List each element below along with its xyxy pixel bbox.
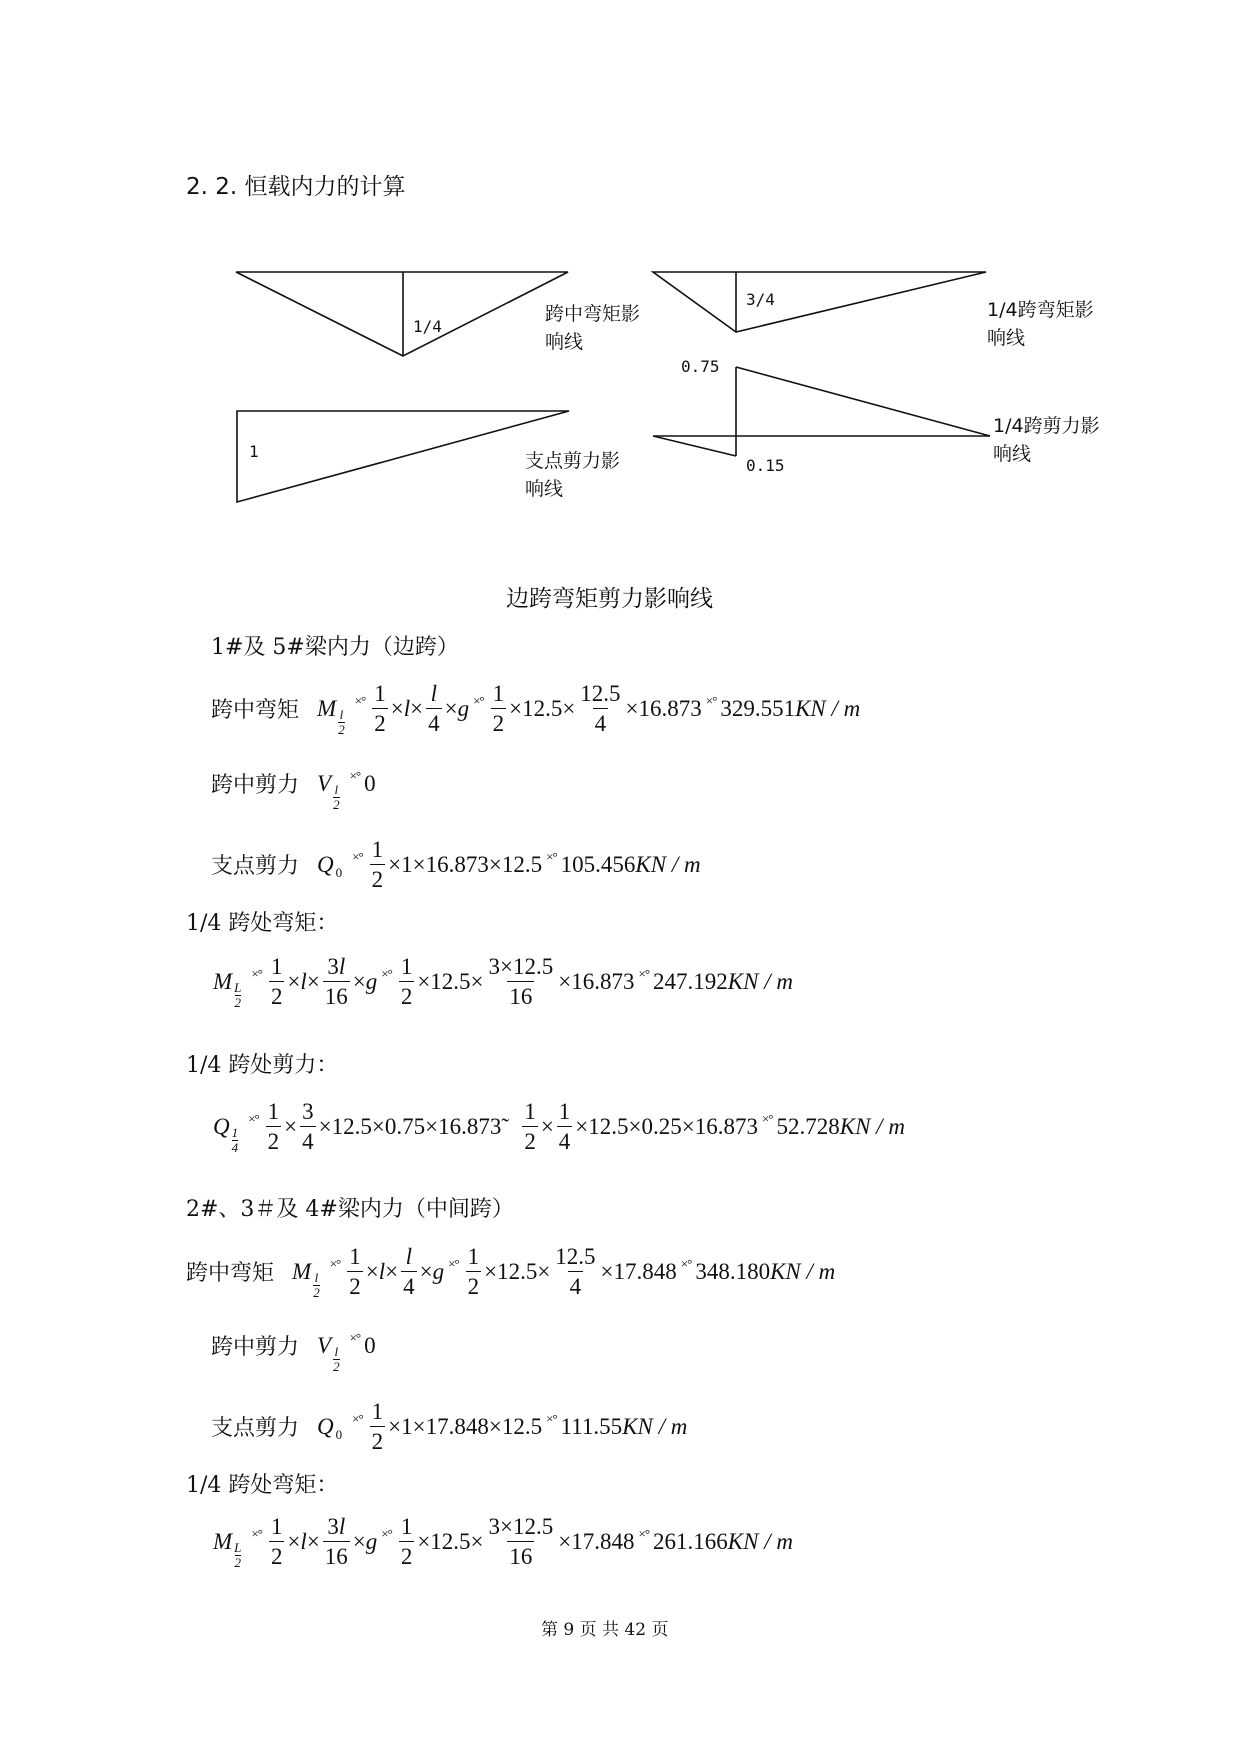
page-footer: 第 9 页 共 42 页 xyxy=(541,1620,669,1640)
side-quarter-moment-eq: M $\frac{L}{2}$ ×° $\frac{1}{2}$ × l × $\frac{3l}{16}$ × g ×° $\frac{1}{2}$ ×12.5× $\frac{3\times 12.5}{16}$ × 16.873 ×° 247.192 KN / m xyxy=(213,954,793,1010)
section-title: 2. 2. 恒载内力的计算 xyxy=(186,174,406,200)
quarter-shear-bottom: 0.15 xyxy=(746,456,785,475)
side-span-heading: 1#及 5#梁内力（边跨） xyxy=(211,635,459,660)
middle-quarter-moment-eq: M $\frac{L}{2}$ ×° $\frac{1}{2}$ × l × $\frac{3l}{16}$ × g ×° $\frac{1}{2}$ ×12.5× $\frac{3\times 12.5}{16}$ × 17.848 ×° 261.166 KN / m xyxy=(213,1514,793,1570)
side-quarter-moment-heading: 1/4 跨处弯矩： xyxy=(186,911,339,936)
middle-span-heading: 2#、3＃及 4#梁内力（中间跨） xyxy=(186,1197,514,1222)
middle-support-shear-eq: 支点剪力 Q 0 ×° $\frac{1}{2}$ ×1× 17.848 ×12.5 ×° 111.55 KN / m xyxy=(211,1399,688,1454)
side-quarter-shear-heading: 1/4 跨处剪力： xyxy=(186,1053,339,1078)
side-midspan-moment-eq: 跨中弯矩 M $\frac{l}{2}$ ×° $\frac{1}{2}$ × l × $\frac{l}{4}$ × g ×° $\frac{1}{2}$ ×12.5× $\frac{12.5}{4}$ × 16.873 ×° 329.551 KN / m xyxy=(211,681,861,737)
middle-midspan-shear-eq: 跨中剪力 V $\frac{l}{2}$ ×° 0 xyxy=(211,1329,376,1374)
midspan-moment-shape xyxy=(236,272,568,356)
support-shear-value: 1 xyxy=(249,442,259,461)
midspan-moment-value: 1/4 xyxy=(413,317,442,336)
quarter-shear-top: 0.75 xyxy=(681,357,720,376)
quarter-moment-label: 1/4跨弯矩影 响线 xyxy=(987,299,1094,349)
middle-quarter-moment-heading: 1/4 跨处弯矩： xyxy=(186,1473,339,1498)
quarter-shear-label: 1/4跨剪力影 响线 xyxy=(993,415,1100,465)
support-shear-label: 支点剪力影 响线 xyxy=(525,450,621,500)
side-quarter-shear-eq: Q $\frac{1}{4}$ ×° $\frac{1}{2}$ × $\frac{3}{4}$ ×12.5×0.75× 16.873 $\frac{1}{2}$ × $\frac{1}{4}$ ×12.5×0.25× 16.873 ×° 52.728 KN / m xyxy=(213,1099,905,1155)
quarter-moment-value: 3/4 xyxy=(746,290,775,309)
midspan-moment-label: 跨中弯矩影 响线 xyxy=(545,303,641,353)
figure-caption: 边跨弯矩剪力影响线 xyxy=(506,586,713,612)
middle-midspan-moment-eq: 跨中弯矩 M $\frac{l}{2}$ ×° $\frac{1}{2}$ × l × $\frac{l}{4}$ × g ×° $\frac{1}{2}$ ×12.5× $\frac{12.5}{4}$ × 17.848 ×° 348.180 KN / m xyxy=(186,1244,836,1300)
side-midspan-shear-eq: 跨中剪力 V $\frac{l}{2}$ ×° 0 xyxy=(211,767,376,812)
quarter-moment-shape xyxy=(653,272,986,332)
side-support-shear-eq: 支点剪力 Q 0 ×° $\frac{1}{2}$ ×1× 16.873 ×12.5 ×° 105.456 KN / m xyxy=(211,837,701,892)
support-shear-shape xyxy=(237,411,569,502)
